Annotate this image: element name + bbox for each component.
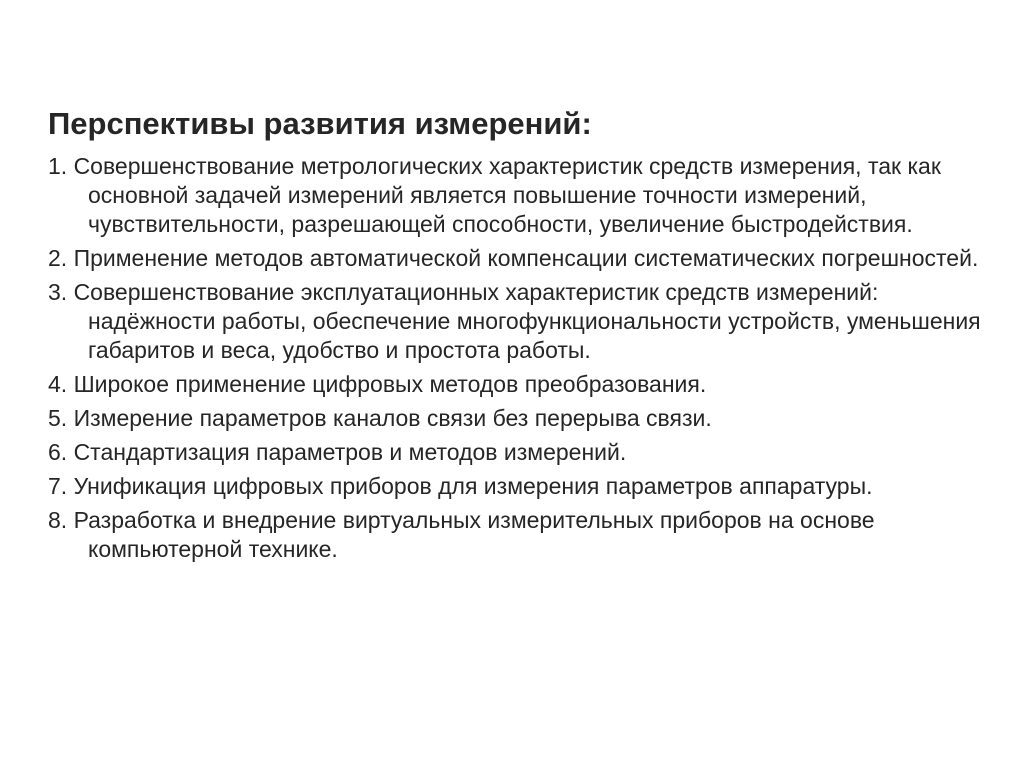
perspectives-list	[48, 152, 988, 569]
list-item: 8. Разработка и внедрение виртуальных измерительных приборов на основе компьютерной технике.	[48, 507, 875, 562]
list-item: 5. Измерение параметров каналов связи без перерыва связи.	[48, 405, 712, 431]
list-item: 7. Унификация цифровых приборов для измерения параметров аппаратуры.	[48, 473, 873, 499]
list-item: 3. Совершенствование эксплуатационных характеристик средств измерений: надёжности работы, обеспечение многофункциональности устройств, уменьшения габаритов и веса, удобство и простота работы.	[48, 279, 981, 363]
slide-title: Перспективы развития измерений:	[48, 106, 592, 141]
list-item: 2. Применение методов автоматической компенсации систематических погрешностей.	[48, 245, 979, 271]
list-item: 6. Стандартизация параметров и методов измерений.	[48, 439, 627, 465]
list-item: 4. Широкое применение цифровых методов преобразования.	[48, 371, 707, 397]
list-item: 1. Совершенствование метрологических характеристик средств измерения, так как основной задачей измерений является повышение точности измерений, чувствительности, разрешающей способности, увеличение быстродействия.	[48, 153, 941, 237]
